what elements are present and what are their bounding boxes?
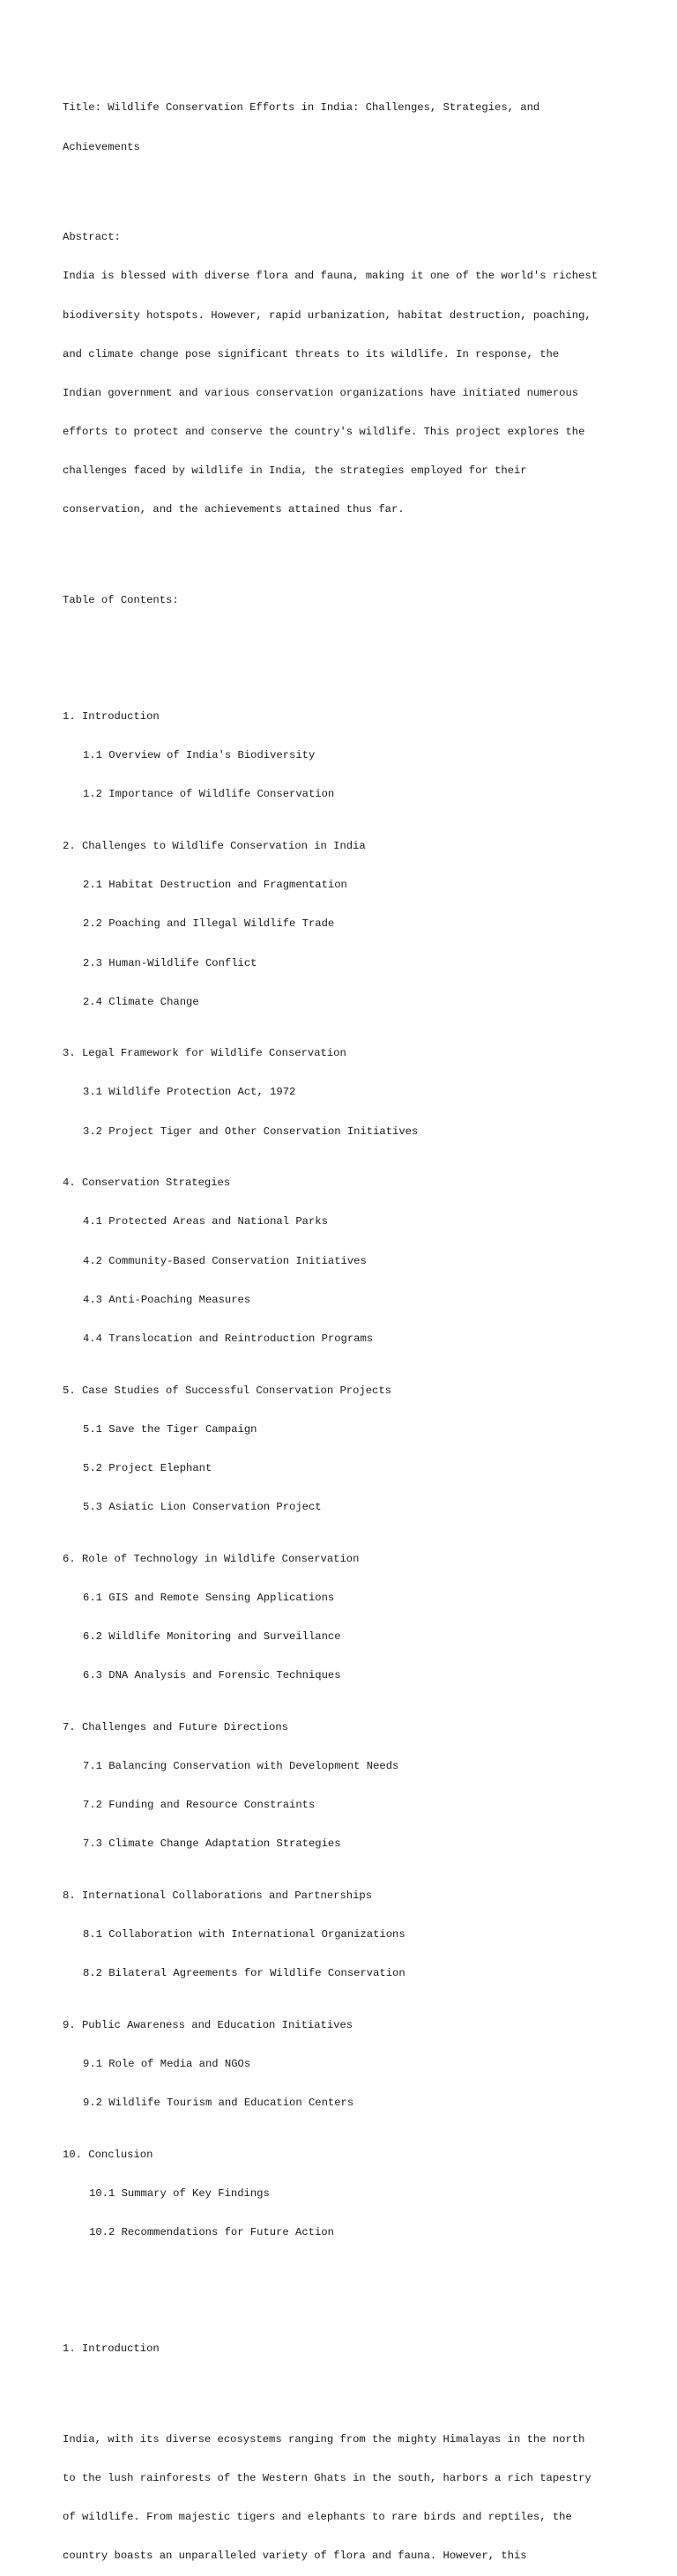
toc-subsection: 2.1 Habitat Destruction and Fragmentation	[83, 879, 347, 892]
toc-chapter: 6. Role of Technology in Wildlife Conservation	[63, 1552, 360, 1565]
toc-subsection: 4.1 Protected Areas and National Parks	[83, 1215, 328, 1229]
toc-subsection: 6.1 GIS and Remote Sensing Applications	[83, 1591, 335, 1604]
toc-chapter: 2. Challenges to Wildlife Conservation in India	[63, 840, 366, 853]
toc-subsection: 2.3 Human-Wildlife Conflict	[83, 956, 257, 969]
toc-subsection: 7.2 Funding and Resource Constraints	[83, 1798, 316, 1811]
toc-chapter: 5. Case Studies of Successful Conservation Projects	[63, 1384, 391, 1397]
toc-subsection: 6.3 DNA Analysis and Forensic Techniques	[83, 1668, 341, 1681]
toc-subsection: 3.1 Wildlife Protection Act, 1972	[83, 1086, 296, 1099]
toc-subsection: 7.3 Climate Change Adaptation Strategies	[83, 1837, 341, 1850]
toc-subsection: 1.2 Importance of Wildlife Conservation	[83, 788, 335, 801]
toc-chapter: 3. Legal Framework for Wildlife Conservation	[63, 1047, 346, 1060]
toc-subsection: 4.3 Anti-Poaching Measures	[83, 1293, 251, 1306]
section-heading: 1. Introduction	[63, 2342, 160, 2356]
intro-line: country boasts an unparalleled variety of flora and fauna. However, this	[63, 2550, 527, 2563]
toc-subsection: 5.2 Project Elephant	[83, 1461, 212, 1474]
toc-subsection: 8.2 Bilateral Agreements for Wildlife Conservation	[83, 1966, 405, 1979]
table-of-contents	[63, 685, 627, 2265]
toc-subsection: 9.2 Wildlife Tourism and Education Centers	[83, 2096, 354, 2109]
toc-chapter: 4. Conservation Strategies	[63, 1177, 231, 1190]
toc-subsection: 8.1 Collaboration with International Organizations	[83, 1927, 405, 1941]
toc-heading: Table of Contents:	[63, 593, 179, 606]
intro-line: of wildlife. From majestic tigers and elephants to rare birds and reptiles, the	[63, 2511, 572, 2524]
abstract-line: India is blessed with diverse flora and fauna, making it one of the world's richest	[63, 270, 599, 283]
toc-subsection: 5.1 Save the Tiger Campaign	[83, 1422, 257, 1436]
toc-subsection: 1.1 Overview of India's Biodiversity	[83, 749, 316, 762]
toc-subsection: 4.4 Translocation and Reintroduction Programs	[83, 1332, 374, 1345]
toc-subsection: 2.4 Climate Change	[83, 995, 199, 1008]
toc-subsection: 5.3 Asiatic Lion Conservation Project	[83, 1500, 322, 1513]
abstract-line: and climate change pose significant threats to its wildlife. In response, the	[63, 347, 560, 360]
toc-subsection: 10.1 Summary of Key Findings	[89, 2186, 270, 2200]
abstract-line: Indian government and various conservation organizations have initiated numerous	[63, 386, 579, 399]
toc-subsection: 2.2 Poaching and Illegal Wildlife Trade	[83, 917, 335, 931]
toc-chapter: 9. Public Awareness and Education Initiatives	[63, 2018, 353, 2031]
toc-chapter: 1. Introduction	[63, 710, 160, 724]
abstract-line: challenges faced by wildlife in India, the strategies employed for their	[63, 464, 527, 477]
toc-subsection: 4.2 Community-Based Conservation Initiatives	[83, 1254, 367, 1267]
abstract-heading: Abstract:	[63, 231, 121, 244]
toc-subsection: 6.2 Wildlife Monitoring and Surveillance	[83, 1629, 341, 1643]
abstract-line: conservation, and the achievements attained thus far.	[63, 503, 405, 516]
title-line: Achievements	[63, 140, 140, 153]
title-line: Title: Wildlife Conservation Efforts in India: Challenges, Strategies, and	[63, 101, 540, 115]
toc-subsection: 3.2 Project Tiger and Other Conservation Initiatives	[83, 1125, 419, 1138]
toc-chapter: 8. International Collaborations and Partnerships	[63, 1889, 373, 1902]
toc-chapter: 10. Conclusion	[63, 2148, 153, 2161]
intro-line: to the lush rainforests of the Western Ghats in the south, harbors a rich tapestry	[63, 2472, 591, 2485]
toc-subsection: 7.1 Balancing Conservation with Development Needs	[83, 1759, 399, 1772]
toc-chapter: 7. Challenges and Future Directions	[63, 1720, 288, 1733]
abstract-line: efforts to protect and conserve the country's wildlife. This project explores the	[63, 425, 585, 438]
toc-subsection: 9.1 Role of Media and NGOs	[83, 2057, 251, 2070]
abstract-line: biodiversity hotspots. However, rapid urbanization, habitat destruction, poaching,	[63, 308, 591, 322]
intro-line: India, with its diverse ecosystems ranging from the mighty Himalayas in the north	[63, 2433, 585, 2446]
toc-subsection: 10.2 Recommendations for Future Action	[89, 2225, 334, 2238]
document-page	[63, 76, 627, 2576]
